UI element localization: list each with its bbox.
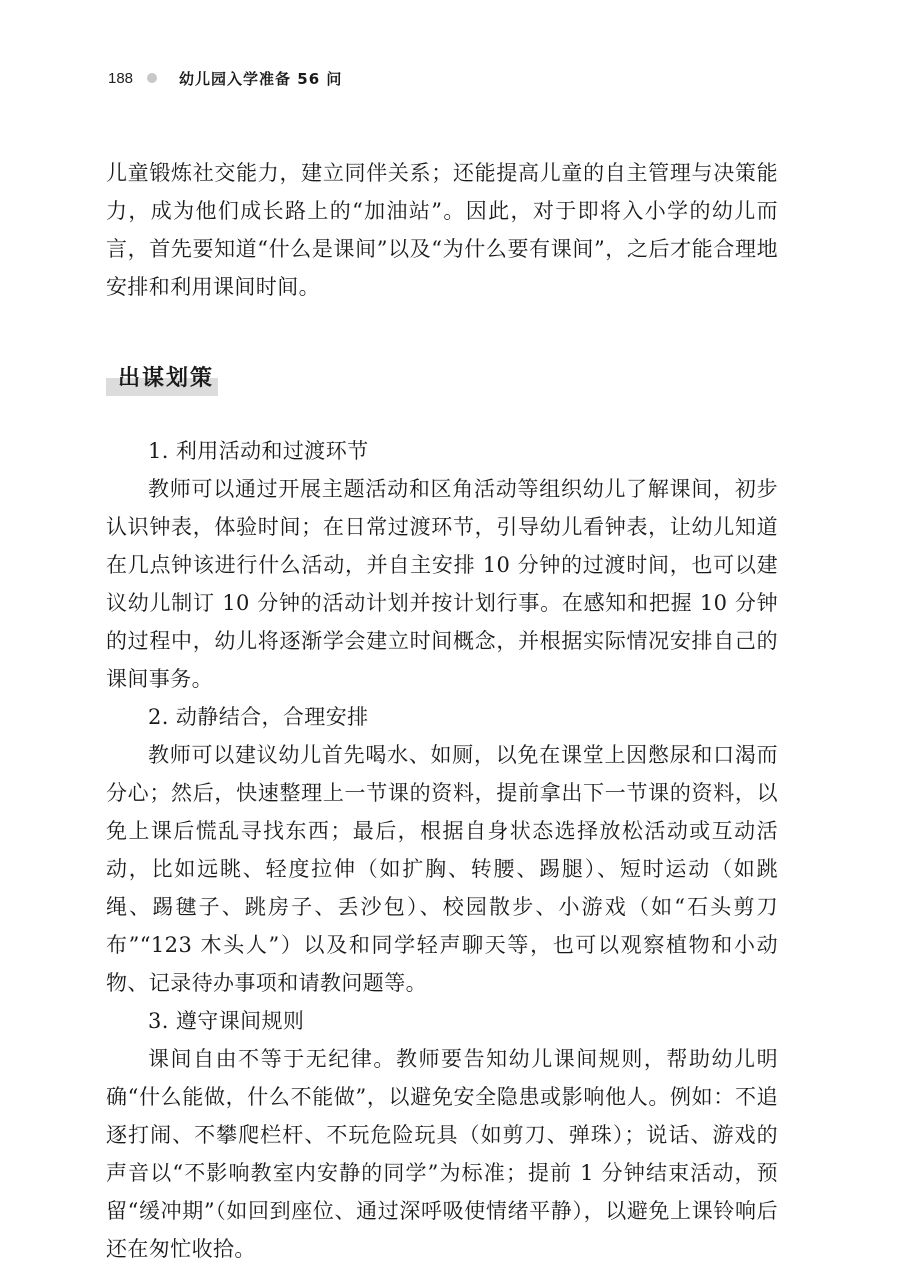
book-title: 幼儿园入学准备 56 问 — [179, 69, 343, 88]
section-heading-block — [106, 362, 778, 402]
item-body-2: 教师可以建议幼儿首先喝水、如厕，以免在课堂上因憋尿和口渴而分心；然后，快速整理上一节课的资料，提前拿出下一节课的资料，以免上课后慌乱寻找东西；最后，根据自身状态选择放松活动或互动活动，比如远眺、轻度拉伸（如扩胸、转腰、踢腿）、短时运动（如跳绳、踢毽子、跳房子、丢沙包）、校园散步、小游戏（如“石头剪刀布”“123 木头人”）以及和同学轻声聊天等，也可以观察植物和小动物、记录待办事项和请教问题等。 — [106, 743, 778, 995]
running-header — [108, 66, 342, 90]
item-title-1: 1. 利用活动和过渡环节 — [148, 439, 369, 463]
item-body-3: 课间自由不等于无纪律。教师要告知幼儿课间规则，帮助幼儿明确“什么能做，什么不能做”，以避免安全隐患或影响他人。例如：不追逐打闹、不攀爬栏杆、不玩危险玩具（如剪刀、弹珠）；说话、游戏的声音以“不影响教室内安静的同学”为标准；提前 1 分钟结束活动，预留“缓冲期”（如回到座位、通过深呼吸使情绪平静），以避免上课铃响后还在匆忙收拾。 — [106, 1047, 778, 1261]
page-body — [106, 154, 778, 1268]
section-heading: 出谋划策 — [118, 366, 215, 391]
item-body-1: 教师可以通过开展主题活动和区角活动等组织幼儿了解课间，初步认识钟表，体验时间；在日常过渡环节，引导幼儿看钟表，让幼儿知道在几点钟该进行什么活动，并自主安排 10 分钟的过渡时间，也可以建议幼儿制订 10 分钟的活动计划并按计划行事。在感知和把握 10 分钟的过程中，幼儿将逐渐学会建立时间概念，并根据实际情况安排自己的课间事务。 — [106, 477, 778, 691]
header-dot-icon — [147, 73, 157, 83]
item-title-2: 2. 动静结合，合理安排 — [148, 705, 369, 729]
page-number: 188 — [108, 69, 134, 87]
intro-paragraph: 儿童锻炼社交能力，建立同伴关系；还能提高儿童的自主管理与决策能力，成为他们成长路上的“加油站”。因此，对于即将入小学的幼儿而言，首先要知道“什么是课间”以及“为什么要有课间”，之后才能合理地安排和利用课间时间。 — [106, 161, 778, 299]
item-title-3: 3. 遵守课间规则 — [148, 1009, 305, 1033]
